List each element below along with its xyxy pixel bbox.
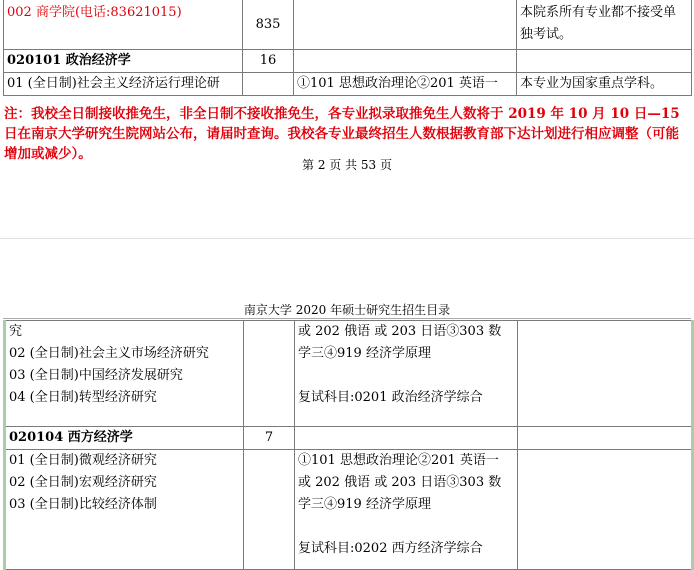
exams-cell-2 [295,450,518,570]
page-1 [0,0,694,185]
direction-text: 01 (全日制)社会主义经济运行理论研 [4,73,243,96]
dept-remark-line-1: 本院系所有专业都不接受单 [520,5,677,20]
catalog-table-1 [3,0,692,96]
exam-line: 学三④919 经济学原理 [298,346,431,361]
directions-cell-2 [5,450,244,570]
page-2 [0,258,694,561]
major-name-2: 020104 西方经济学 [5,427,244,450]
major-row [4,50,692,73]
exam-line: 或 202 俄语 或 203 日语③303 数 [298,324,502,339]
page-number: 第 2 页 共 53 页 [302,158,392,172]
exam-line: 复试科目:0202 西方经济学综合 [298,541,483,556]
direction-line: 02 (全日制)社会主义市场经济研究 [9,346,209,361]
admission-note: 注：我校全日制接收推免生，非全日制不接收推免生，各专业拟录取推免生人数将于 2019 年 10 月 10 日—15 日在南京大学研究生院网站公布，请届时查询。我校各专业最终招生人数根据教育部下达计划进行相应调整（可能增加或减少）。 [4,106,680,162]
directions-cell-1 [5,321,244,427]
page-gap [0,185,694,258]
exam-line [298,365,514,387]
header-rule [3,318,691,319]
direction-line: 01 (全日制)微观经济研究 [9,453,157,468]
exam-subjects: ①101 思想政治理论②201 英语一 [294,73,517,96]
direction-row [4,73,692,96]
dept-remark-line-2: 独考试。 [520,27,573,42]
direction-block-2 [5,450,693,570]
exam-line: 学三④919 经济学原理 [298,497,431,512]
dept-name: 002 商学院(电话:83621015) [4,0,243,50]
dept-row [4,0,692,50]
direction-line: 03 (全日制)比较经济体制 [9,497,157,512]
exam-line [298,516,514,538]
major-remark: 本专业为国家重点学科。 [517,73,692,96]
catalog-table-2 [3,320,694,570]
direction-line: 02 (全日制)宏观经济研究 [9,475,157,490]
direction-block-1 [5,321,693,427]
direction-line: 究 [9,324,23,339]
dept-exams [294,0,517,50]
direction-line: 04 (全日制)转型经济研究 [9,390,157,405]
dept-count: 835 [243,0,294,50]
exam-line: ①101 思想政治理论②201 英语一 [298,453,499,468]
dept-remark [517,0,692,50]
major-row-2 [5,427,693,450]
page-separator [0,238,694,239]
major-count: 16 [243,50,294,73]
major-count-2: 7 [244,427,295,450]
major-name: 020101 政治经济学 [4,50,243,73]
direction-line: 03 (全日制)中国经济发展研究 [9,368,183,383]
exams-cell-1 [295,321,518,427]
catalog-header: 南京大学 2020 年硕士研究生招生目录 [243,303,451,317]
exam-line: 或 202 俄语 或 203 日语③303 数 [298,475,502,490]
exam-line: 复试科目:0201 政治经济学综合 [298,390,483,405]
